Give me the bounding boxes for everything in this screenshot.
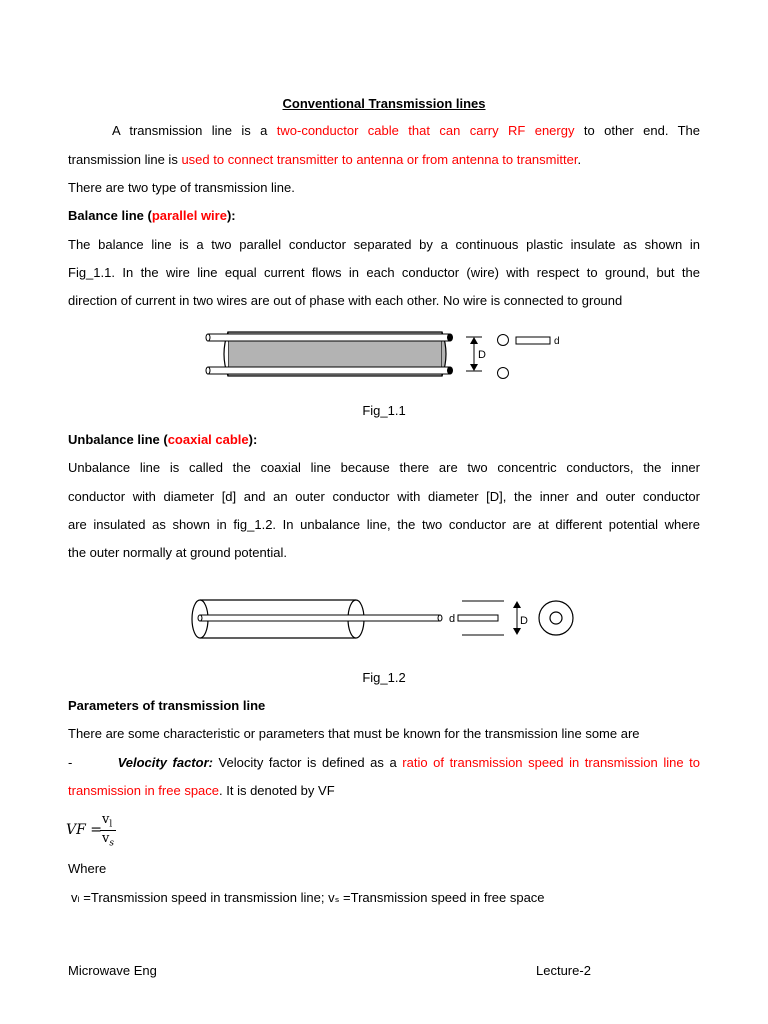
- where-definition: vₗ =Transmission speed in transmission line; vₛ =Transmission speed in free space: [71, 890, 545, 905]
- intro-period: .: [577, 152, 582, 167]
- bullet: -: [68, 755, 73, 770]
- inner-diameter-indicator: [458, 615, 498, 621]
- unbalance-heading-post: ):: [248, 432, 258, 447]
- parameters-intro: There are some characteristic or parameters that must be known for the transmission line some are: [68, 726, 640, 741]
- balance-heading: [68, 202, 700, 231]
- balance-heading-post: ):: [226, 208, 236, 223]
- cable-cross-section-inner: [550, 612, 562, 624]
- wire-top-left-end: [206, 334, 210, 341]
- balance-heading-pre: Balance line (: [68, 208, 152, 223]
- parameters-heading: Parameters of transmission line: [68, 698, 266, 713]
- inner-conductor: [200, 615, 440, 621]
- formula-den-sub: s: [109, 838, 114, 849]
- inner-conductor-right-end: [438, 615, 442, 621]
- footer-left: Microwave Eng: [68, 963, 157, 978]
- formula-numerator: [102, 812, 112, 830]
- intro-highlight-2: used to connect transmitter to antenna or from antenna to transmitter: [181, 152, 578, 167]
- label-D: D: [478, 349, 486, 361]
- intro-text: A transmission line is a: [112, 123, 268, 138]
- arrow-down: [470, 364, 478, 371]
- velocity-factor-term: Velocity factor:: [117, 755, 213, 770]
- formula-num-v: v: [102, 812, 110, 827]
- intro-line-2: [68, 146, 700, 175]
- intro-highlight: two-conductor cable that can carry RF energy: [276, 123, 575, 138]
- figure-caption-2: Fig_1.2: [362, 670, 406, 685]
- label-D: D: [520, 615, 528, 627]
- velocity-factor-tail: . It is denoted by VF: [219, 783, 335, 798]
- footer-right: Lecture-2: [536, 963, 591, 978]
- unbalance-line-2: conductor with diameter [d] and an outer conductor with diameter [D], the inner and outer conductor: [68, 489, 700, 504]
- where-label: Where: [68, 861, 107, 876]
- intro-text-tail: to other end. The: [583, 123, 700, 138]
- wire-top-right-end: [447, 334, 453, 342]
- arrow-up: [513, 601, 521, 608]
- wire-bottom-right-end: [447, 367, 453, 375]
- arrow-up: [470, 337, 478, 344]
- figure-coaxial-cable: [186, 594, 578, 646]
- velocity-factor-definition: Velocity factor is defined as a: [218, 755, 397, 770]
- intro-line-1: [68, 117, 700, 146]
- label-d: d: [554, 336, 560, 347]
- formula-lhs: VF =: [66, 822, 103, 838]
- types-line: There are two type of transmission line.: [68, 180, 295, 195]
- balance-heading-red: parallel wire: [151, 208, 227, 223]
- balance-line-1: The balance line is a two parallel conductor separated by a continuous plastic insulate as shown in: [68, 237, 700, 252]
- wire-top: [208, 334, 450, 341]
- formula-den-v: v: [102, 831, 110, 846]
- unbalance-heading: [68, 426, 700, 455]
- inner-conductor-left-end: [198, 615, 202, 621]
- formula-denominator: [102, 831, 114, 849]
- unbalance-heading-pre: Unbalance line (: [68, 432, 168, 447]
- wire-bottom-left-end: [206, 367, 210, 374]
- unbalance-heading-red: coaxial cable: [167, 432, 249, 447]
- balance-line-2: Fig_1.1. In the wire line equal current flows in each conductor (wire) with respect to ground, but the: [68, 265, 700, 280]
- figure-parallel-wire: [200, 326, 580, 386]
- velocity-factor-highlight-1: ratio of transmission speed in transmission line to: [402, 755, 700, 770]
- unbalance-line-1: Unbalance line is called the coaxial line because there are two concentric conductors, the inner: [68, 460, 700, 475]
- balance-line-3: direction of current in two wires are out of phase with each other. No wire is connected to ground: [68, 293, 623, 308]
- velocity-factor-line-2: [68, 777, 700, 806]
- intro-text-2: transmission line is: [68, 152, 178, 167]
- arrow-down: [513, 628, 521, 635]
- figure-caption-1: Fig_1.1: [362, 403, 406, 418]
- wire-bottom: [208, 367, 450, 374]
- unbalance-line-4: the outer normally at ground potential.: [68, 545, 287, 560]
- formula-num-sub: l: [109, 819, 113, 830]
- label-d: d: [449, 613, 456, 625]
- velocity-factor-highlight-2: transmission in free space: [68, 783, 220, 798]
- velocity-factor-line-1: [68, 749, 700, 778]
- wire-diameter-indicator: [516, 337, 550, 344]
- wire-cross-section-bottom: [498, 368, 509, 379]
- page-title: Conventional Transmission lines: [282, 96, 486, 111]
- wire-cross-section-top: [498, 335, 509, 346]
- unbalance-line-3: are insulated as shown in fig_1.2. In unbalance line, the two conductor are at different potential where: [68, 517, 700, 532]
